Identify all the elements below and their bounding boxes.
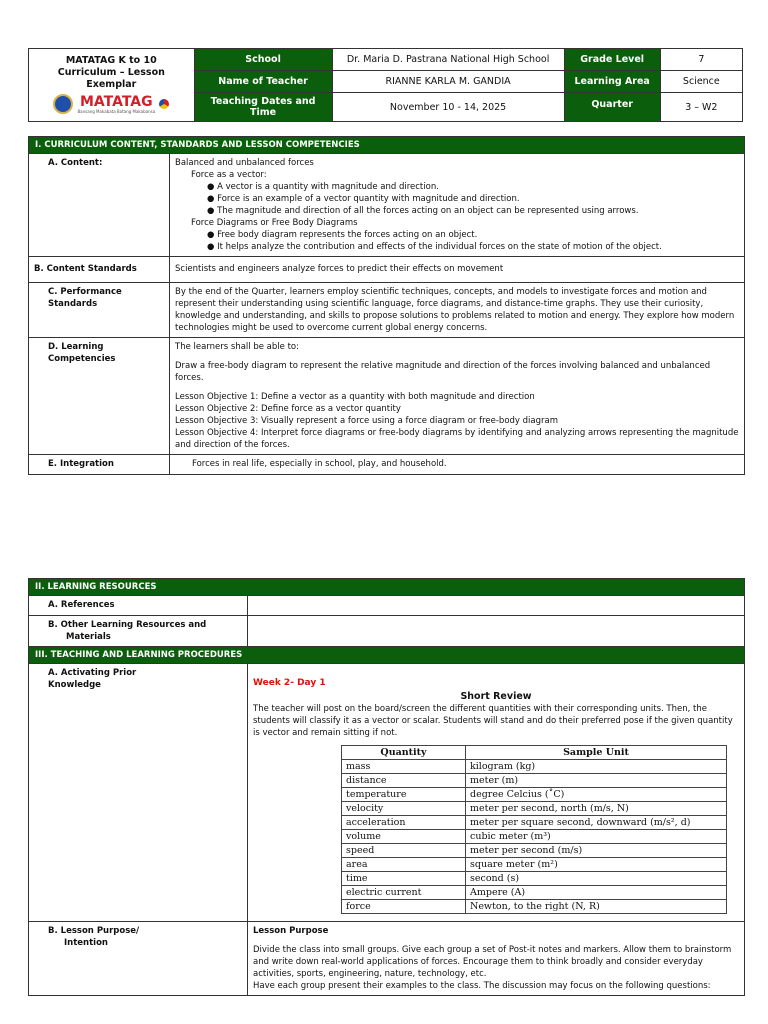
content-label-text: A. Content: <box>48 158 103 168</box>
day-heading: Week 2- Day 1 <box>253 678 326 688</box>
activating-label-line2: Knowledge <box>48 680 101 690</box>
competencies-label-line1: D. Learning <box>48 342 104 352</box>
content-subtopic-1: Force as a vector: <box>191 170 267 180</box>
learning-competencies-label <box>29 338 170 455</box>
other-resources-value <box>248 616 745 647</box>
sample-unit-cell: kilogram (kg) <box>466 760 727 774</box>
content-standards-value: Scientists and engineers analyze forces to predict their effects on movement <box>170 257 745 283</box>
teaching-dates-value: November 10 - 14, 2025 <box>332 93 564 122</box>
teacher-value: RIANNE KARLA M. GANDIA <box>332 71 564 93</box>
content-bullet: ● Force is an example of a vector quantity with magnitude and direction. <box>175 193 739 205</box>
quantity-units-table <box>341 745 727 914</box>
quantity-cell: time <box>342 872 466 886</box>
activating-label-line1: A. Activating Prior <box>48 668 137 678</box>
activating-knowledge-cell <box>248 664 745 922</box>
quantity-cell: speed <box>342 844 466 858</box>
content-cell <box>170 154 745 257</box>
sample-unit-cell: degree Celcius (˚C) <box>466 788 727 802</box>
integration-value: Forces in real life, especially in school, play, and household. <box>170 455 745 475</box>
quantity-row <box>342 802 727 816</box>
content-bullet: ● The magnitude and direction of all the forces acting on an object can be represented using arrows. <box>175 205 739 217</box>
lesson-purpose-text-2: Have each group present their examples to the class. The discussion may focus on the following questions: <box>253 981 711 991</box>
quantity-cell: volume <box>342 830 466 844</box>
quantity-row <box>342 844 727 858</box>
sample-unit-cell: square meter (m²) <box>466 858 727 872</box>
lesson-purpose-title: Lesson Purpose <box>253 926 329 936</box>
quantity-cell: temperature <box>342 788 466 802</box>
performance-label-line1: C. Performance <box>48 287 122 297</box>
quantity-row <box>342 872 727 886</box>
exemplar-title-line1: MATATAG K to 10 <box>65 55 157 66</box>
performance-standards-label <box>29 283 170 338</box>
sample-unit-cell: cubic meter (m³) <box>466 830 727 844</box>
references-value <box>248 596 745 616</box>
curriculum-content-table <box>28 136 745 475</box>
lesson-objective: Lesson Objective 4: Interpret force diagrams or free-body diagrams by identifying and analyzing arrows representing the magnitude and direction of the forces. <box>175 428 739 450</box>
section-1-heading: I. CURRICULUM CONTENT, STANDARDS AND LESSON COMPETENCIES <box>29 137 745 154</box>
other-resources-label <box>29 616 248 647</box>
learning-competencies-cell <box>170 338 745 455</box>
lesson-purpose-text: Divide the class into small groups. Give each group a set of Post-it notes and markers. Allow them to brainstorm and write down real-world applications of forces. Encourage them to think broadly and consider everyday activities, sports, engineering, nature, technology, etc. <box>253 945 732 979</box>
competencies-label-line2: Competencies <box>48 354 116 364</box>
quantity-row <box>342 774 727 788</box>
quantity-row <box>342 816 727 830</box>
other-resources-line2: Materials <box>66 632 111 642</box>
quantity-cell: force <box>342 900 466 914</box>
quantity-row <box>342 788 727 802</box>
competencies-intro: The learners shall be able to: <box>175 342 299 352</box>
short-review-title: Short Review <box>460 691 532 702</box>
sample-unit-cell: meter per second (m/s) <box>466 844 727 858</box>
sample-unit-cell: meter per square second, downward (m/s², d) <box>466 816 727 830</box>
performance-standards-value: By the end of the Quarter, learners employ scientific techniques, concepts, and models to investigate forces and motion and represent their understanding using scientific language, force diagrams, and distance-time graphs. They use their curiosity, knowledge and understanding, and skills to propose solutions to problems related to motion and energy. They explore how modern technologies might be used to overcome current global energy concerns. <box>170 283 745 338</box>
lesson-purpose-label-line1: B. Lesson Purpose/ <box>48 926 140 936</box>
quarter-value: 3 – W2 <box>660 93 742 122</box>
teaching-dates-label: Teaching Dates and Time <box>194 93 332 122</box>
quantity-row <box>342 858 727 872</box>
content-label <box>29 154 170 257</box>
sample-unit-cell: second (s) <box>466 872 727 886</box>
exemplar-title-line2: Curriculum – Lesson Exemplar <box>57 67 165 90</box>
sample-unit-cell: Newton, to the right (N, R) <box>466 900 727 914</box>
references-label-text: A. References <box>48 600 115 610</box>
lesson-header-table <box>28 48 743 122</box>
matatag-tagline: Bansang Makabata Batang Makabansa <box>77 108 156 114</box>
school-value: Dr. Maria D. Pastrana National High School <box>332 49 564 71</box>
matatag-wordmark: MATATAG <box>79 93 153 110</box>
lesson-objective: Lesson Objective 2: Define force as a vector quantity <box>175 404 401 414</box>
performance-label-line2: Standards <box>48 299 98 309</box>
matatag-logo <box>33 94 190 114</box>
integration-label <box>29 455 170 475</box>
content-topic: Balanced and unbalanced forces <box>175 158 314 168</box>
content-bullet: ● A vector is a quantity with magnitude and direction. <box>175 181 739 193</box>
quantity-row <box>342 760 727 774</box>
sample-unit-header: Sample Unit <box>466 746 727 760</box>
learning-area-value: Science <box>660 71 742 93</box>
activating-knowledge-label <box>29 664 248 922</box>
short-review-text: The teacher will post on the board/screen the different quantities with their corresponding units. Then, the students will classify it as a vector or scalar. Students will stand and do their preferred pose if the given quantity is vector and remain sitting if not. <box>253 704 733 738</box>
integration-label-text: E. Integration <box>48 459 114 469</box>
quantity-row <box>342 900 727 914</box>
learning-area-label: Learning Area <box>564 71 660 93</box>
lesson-purpose-cell <box>248 922 745 996</box>
quantity-rows <box>342 760 727 914</box>
grade-level-value: 7 <box>660 49 742 71</box>
content-bullet: ● It helps analyze the contribution and effects of the individual forces on the state of motion of the object. <box>175 241 739 253</box>
resources-procedures-table <box>28 578 745 996</box>
section-2-heading: II. LEARNING RESOURCES <box>29 579 745 596</box>
quantity-header: Quantity <box>342 746 466 760</box>
content-standards-label: B. Content Standards <box>29 257 170 283</box>
sample-unit-cell: meter per second, north (m/s, N) <box>466 802 727 816</box>
teacher-label: Name of Teacher <box>194 71 332 93</box>
section-3-heading: III. TEACHING AND LEARNING PROCEDURES <box>29 647 745 664</box>
quantity-row <box>342 886 727 900</box>
quantity-cell: area <box>342 858 466 872</box>
lesson-objective: Lesson Objective 3: Visually represent a force using a force diagram or free-body diagram <box>175 416 558 426</box>
other-resources-line1: B. Other Learning Resources and <box>48 620 207 630</box>
quarter-label: Quarter <box>564 93 660 122</box>
references-label <box>29 596 248 616</box>
content-bullet: ● Free body diagram represents the forces acting on an object. <box>175 229 739 241</box>
quantity-cell: acceleration <box>342 816 466 830</box>
deped-seal-icon <box>53 94 73 114</box>
competency-main: Draw a free-body diagram to represent the relative magnitude and direction of the forces involving balanced and unbalanced forces. <box>175 361 711 383</box>
lesson-objective: Lesson Objective 1: Define a vector as a quantity with both magnitude and direction <box>175 392 535 402</box>
lesson-purpose-label <box>29 922 248 996</box>
content-subtopic-2: Force Diagrams or Free Body Diagrams <box>191 218 358 228</box>
quantity-row <box>342 830 727 844</box>
quantity-cell: distance <box>342 774 466 788</box>
quantity-cell: electric current <box>342 886 466 900</box>
exemplar-title-cell <box>29 49 195 122</box>
sample-unit-cell: meter (m) <box>466 774 727 788</box>
school-label: School <box>194 49 332 71</box>
sample-unit-cell: Ampere (A) <box>466 886 727 900</box>
lesson-purpose-label-line2: Intention <box>64 938 108 948</box>
grade-level-label: Grade Level <box>564 49 660 71</box>
quantity-cell: velocity <box>342 802 466 816</box>
quantity-cell: mass <box>342 760 466 774</box>
bagong-pilipinas-icon <box>159 99 169 109</box>
